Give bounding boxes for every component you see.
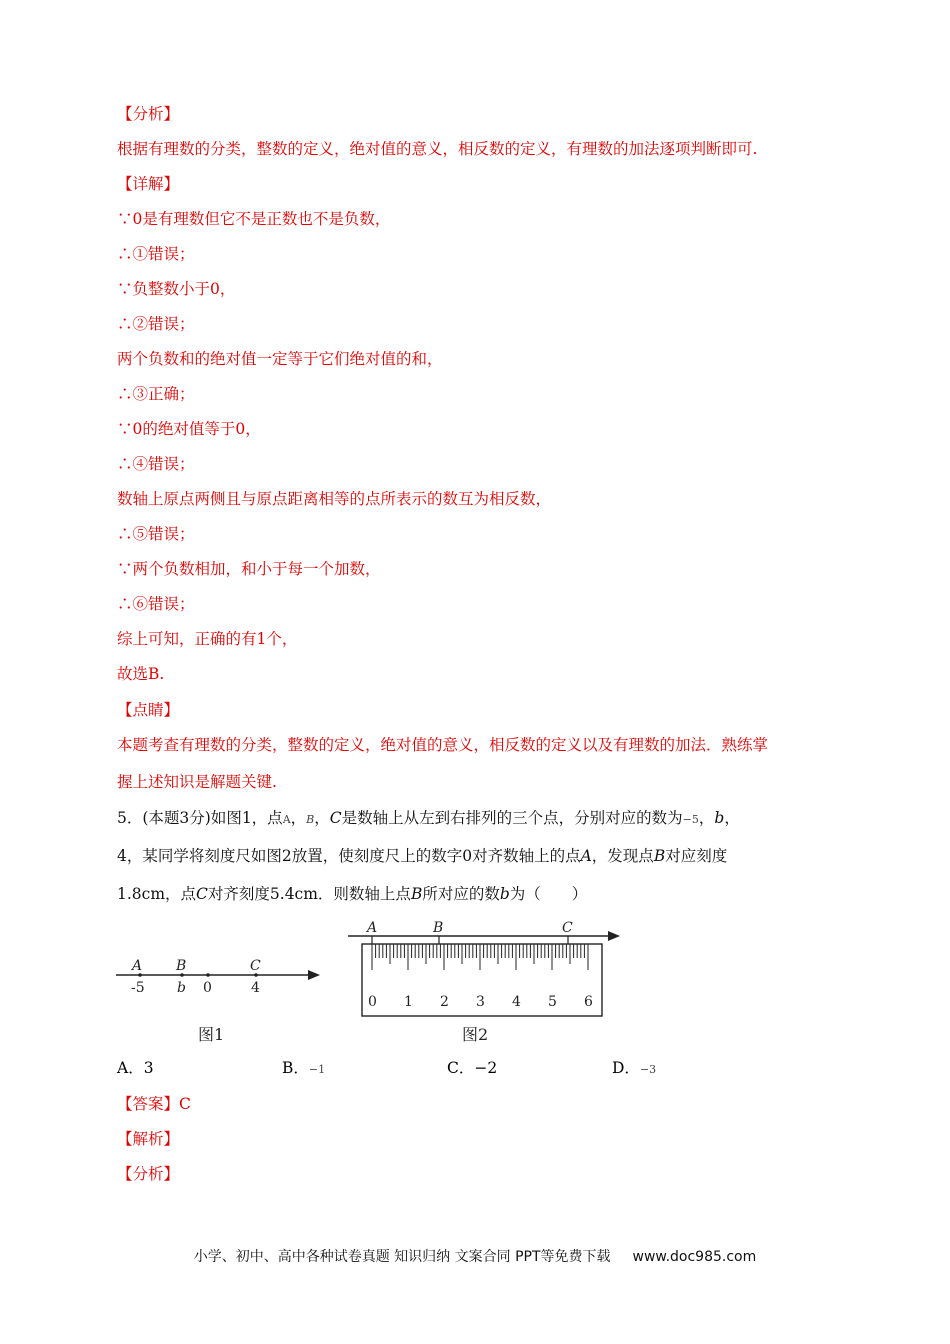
question-line-1: 5．(本题3分)如图1，点A，B，C是数轴上从左到右排列的三个点，分别对应的数为−5，b， (117, 809, 740, 827)
question-line-3: 1.8cm，点C对齐刻度5.4cm．则数轴上点B所对应的数b为（ ） (117, 885, 588, 903)
ruler-number-6: 6 (584, 994, 593, 1010)
ruler-number-5: 5 (548, 994, 557, 1010)
figure-2-ruler (348, 920, 620, 1044)
ruler-number-0: 0 (368, 994, 377, 1010)
analysis-heading: 【分析】 (117, 105, 180, 123)
ruler-number-1: 1 (404, 994, 413, 1010)
question-figures (110, 916, 630, 1046)
detail-line: ∴③正确； (117, 385, 195, 403)
fig1-tick-4: 4 (251, 980, 260, 996)
answer-line: 【答案】C (117, 1095, 191, 1113)
ruler-number-2: 2 (440, 994, 449, 1010)
fig1-label-A: A (132, 958, 143, 974)
ruler-number-4: 4 (512, 994, 521, 1010)
detail-line: ∵0是有理数但它不是正数也不是负数， (117, 210, 391, 228)
detail-line: 两个负数和的绝对值一定等于它们绝对值的和， (117, 350, 443, 368)
detail-line: ∴⑤错误； (117, 525, 195, 543)
detail-line: ∴⑥错误； (117, 595, 195, 613)
fig2-label-C: C (562, 920, 573, 936)
remark-heading: 【点睛】 (117, 701, 180, 719)
fig1-tick--5: -5 (131, 980, 145, 996)
remark-line: 握上述知识是解题关键. (117, 773, 277, 791)
figure-1-number-line (116, 958, 320, 1044)
fig2-caption: 图2 (462, 1025, 489, 1044)
choice-c[interactable]: C．−2 (447, 1059, 498, 1077)
detail-line: ∴①错误； (117, 245, 195, 263)
analysis-text: 根据有理数的分类，整数的定义，绝对值的意义，相反数的定义，有理数的加法逐项判断即可. (117, 140, 758, 158)
footer (0, 1246, 950, 1266)
detail-line: 综上可知，正确的有1个， (117, 630, 298, 648)
remark-line: 本题考查有理数的分类，整数的定义，绝对值的意义，相反数的定义以及有理数的加法．熟练掌 (117, 736, 769, 754)
choice-a[interactable]: A．3 (117, 1059, 154, 1077)
ruler-number-3: 3 (476, 994, 485, 1010)
solution-heading: 【解析】 (117, 1130, 180, 1148)
analysis-heading-2: 【分析】 (117, 1165, 180, 1183)
detail-line: ∴④错误； (117, 455, 195, 473)
ruler-ticks (372, 944, 588, 970)
fig2-label-B: B (433, 920, 444, 936)
footer-url[interactable]: www.doc985.com (632, 1249, 757, 1265)
fig1-tick-0: 0 (203, 980, 212, 996)
detail-line: ∵两个负数相加，和小于每一个加数， (117, 560, 381, 578)
fig1-tick-b: b (177, 980, 186, 996)
detail-heading: 【详解】 (117, 175, 180, 193)
fig1-caption: 图1 (198, 1025, 225, 1044)
detail-line: 数轴上原点两侧且与原点距离相等的点所表示的数互为相反数， (117, 490, 552, 508)
choice-d[interactable]: D．−3 (612, 1059, 657, 1077)
question-line-2: 4，某同学将刻度尺如图2放置，使刻度尺上的数字0对齐数轴上的点A，发现点B对应刻度 (117, 847, 728, 865)
fig2-label-A: A (367, 920, 378, 936)
fig1-label-C: C (250, 958, 261, 974)
detail-line: ∴②错误； (117, 315, 195, 333)
detail-line: ∵负整数小于0， (117, 280, 236, 298)
footer-text: 小学、初中、高中各种试卷真题 知识归纳 文案合同 PPT等免费下载 (193, 1249, 611, 1265)
detail-line: 故选B. (117, 665, 165, 683)
detail-line: ∵0的绝对值等于0， (117, 420, 261, 438)
fig1-label-B: B (176, 958, 187, 974)
choice-b[interactable]: B．−1 (282, 1059, 326, 1077)
